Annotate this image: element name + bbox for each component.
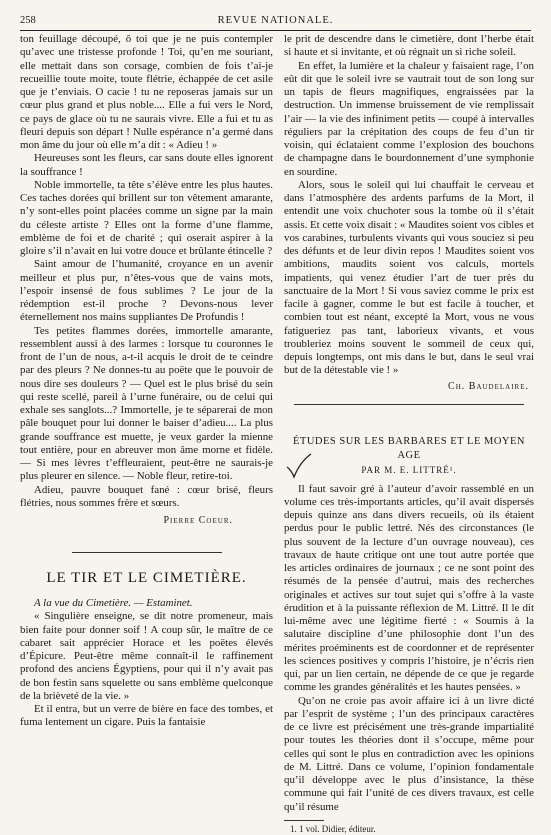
footnote-rule: [284, 820, 324, 821]
header-rule: [20, 30, 531, 31]
article-paragraph: Et il entra, but un verre de bière en face des tombes, et fuma lentement un cigare. Puis la fantaisie: [20, 703, 273, 729]
poem-paragraph: Noble immortelle, ta tête s’élève entre les plus hautes. Ces taches dorées qui brillent sur ton vêtement amarante, n’y sont-elles point placées comme un signe par la main du céleste artiste ? Elles ont la forme d’une flamme, emblème de foi et de charité ; qui oserait aspirer à la gloire s’il n’avait en lui votre douce et brûlante étincelle ?: [20, 178, 273, 257]
running-title: REVUE NATIONALE.: [217, 15, 334, 26]
poem-paragraph: Tes petites flammes dorées, immortelle amarante, ressemblent aussi à des larmes : lorsque tu couronnes le front de l’un de nous, a-t-il acquis le droit de te ceindre par des pleurs ? Ne donnes-tu au poëte que le pouvoir de nous dire ses douleurs ? — Quel est le plus brisé du sein qui reste scellé, pareil à l’urne funéraire, ou de celui qui exhale ses sanglots...? Immortelle, je te séparerai de mon pâle bouquet pour lui donner le baiser d’adieu.... La plus grande souffrance est muette, je veux garder la mienne tout entière, pour en abreuver mon âme morne et fidèle. — Si mes lèvres t’effleuraient, peut-être ne saurais-je plus pleurer en silence. — Noble fleur, retire-toi.: [20, 324, 273, 483]
article-title: LE TIR ET LE CIMETIÈRE.: [46, 570, 247, 586]
etudes-paragraph: Il faut savoir gré à l’auteur d’avoir rassemblé en un volume ces très-importants articles, qu’il avait dispersés depuis quinze ans dans divers recueils, où ils étaient perdus pour le public lettré. Nés des circonstances (le plus souvent de la lecture d’un ouvrage nouveau), ces travaux de haute critique ont une tout autre portée que les articles ordinaires de journaux ; ce ne sont point des résumés de la pensée d’autrui, mais des recherches originales et actives sur tout sujet qui s’offre à la vaste érudition et à la puissante réflexion de M. Littré. Il le dit lui-même avec une légitime fierté : « Soumis à la salutaire discipline d’une philosophie dont l’un des mérites proéminents est de coordonner et de représenter les sciences positives y compris l’histoire, je n’écris rien qui, par un lien certain, ne dépende de ce que je regarde comme les grandes généralités et les hautes pensées. »: [284, 482, 534, 694]
page-number: 258: [20, 15, 36, 26]
poem-paragraph: Saint amour de l’humanité, croyance en un avenir meilleur et plus pur, n’êtes-vous que de vains mots, l’espoir insensé de fous sublimes ? Le jour de la rédemption est-il proche ? Devons-nous lever éternellement nos mains suppliantes De Profundis !: [20, 258, 273, 324]
section-separator: [72, 552, 222, 553]
article-paragraph: Alors, sous le soleil qui lui chauffait le cerveau et dans l’atmosphère des ardents parfums de la Mort, il entendit une voix chuchoter sous la tombe où il s’était assis. Et cette voix disait : « Maudites soient vos cibles et vos carabines, turbulents vivants qui vous souciez si peu des défunts et de leur divin repos ! Maudites soient vos ambitions, maudits soient vos calculs, mortels impatients, qui venez étudier l’art de tuer près du sanctuaire de la Mort ! Si vous saviez comme le prix est facile à gagner, comme le but est facile à toucher, et combien tout est néant, excepté la Mort, vous ne vous fatigueriez pas tant, laborieux vivants, et vous troubleriez moins souvent le sommeil de ceux qui, depuis longtemps, ont mis dans le but, dans le seul vrai but de la détestable vie ! »: [284, 178, 534, 377]
footnote: 1. 1 vol. Didier, éditeur.: [290, 823, 376, 834]
byline: PAR M. E. LITTRÉ¹.: [361, 464, 457, 475]
etudes-paragraph: Qu’on ne croie pas avoir affaire ici à un livre dicté par l’esprit de système ; l’un des principaux caractères de ce livre est précisément une très-grande impartialité pour toutes les théories dont il s’occupe, même pour celles qui sont le plus en contradiction avec les opinions de M. Littré. Dans ce volume, l’opinion fondamentale qu’il développe avec le plus d’insistance, la thèse commune qui fait l’unité de ces divers travaux, est celle qu’il résume: [284, 694, 534, 813]
etudes-title: ÉTUDES SUR LES BARBARES ET LE MOYEN AGE: [293, 435, 525, 461]
article-paragraph: En effet, la lumière et la chaleur y faisaient rage, l’on eût dit que le soleil ivre se vautrait tout de son long sur un tapis de fleurs magnifiques, engraissées par la destruction. Un immense bruissement de vie remplissait l’air — la vie des infiniment petits — coupé à intervalles réguliers par la crépitation des coups de feu d’un tir voisin, qui éclataient comme l’explosion des bouchons de champagne dans le bourdonnement d’une symphonie en sourdine.: [284, 59, 534, 178]
signature-baudelaire: Ch. Baudelaire.: [448, 380, 529, 392]
page-header: [20, 14, 531, 28]
poem-paragraph: ton feuillage découpé, ô toi que je ne puis contempler qu’avec une tristesse profonde ! Toi, qu’en me souriant, elle mettait dans son corsage, combien de fois t’ai-je recueillie toute moite, toute flétrie, échappée de cet asile que je t’enviais. O cacie ! tu ne reposeras jamais sur un cœur plus grand et plus noble.... Elle a fui vers le Nord, ce pays de glace où tu ne saurais vivre. Elle a fui et tu as fleuri depuis son départ ! Nulle espérance n’a germé dans mon âme du jour où elle m’a dit : « Adieu ! »: [20, 33, 273, 151]
article-paragraph: « Singulière enseigne, se dit notre promeneur, mais bien faite pour donner soif ! A coup sûr, le maître de ce cabaret sait apprécier Horace et les poëtes élevés d’Épicure. Peut-être même connaît-il le raffinement profond des anciens Égyptiens, pour qui il n’y avait pas de bon festin sans squelette ou sans emblème quelconque de la brièveté de la vie. »: [20, 610, 273, 702]
article-paragraph: le prit de descendre dans le cimetière, dont l’herbe était si haute et si invitante, et où régnait un si riche soleil.: [284, 33, 534, 59]
signature-pierre-coeur: Pierre Coeur.: [163, 515, 233, 526]
section-separator: [294, 404, 524, 405]
right-column: [284, 33, 534, 835]
left-column: [20, 33, 273, 730]
checkmark-handwritten-icon: [284, 451, 314, 481]
scene-heading: A la vue du Cimetière. — Estaminet.: [34, 597, 193, 609]
poem-paragraph: Adieu, pauvre bouquet fané : cœur brisé, fleurs flétries, nous sommes frère et sœurs.: [20, 483, 273, 509]
poem-paragraph: Heureuses sont les fleurs, car sans doute elles ignorent la souffrance !: [20, 152, 273, 178]
